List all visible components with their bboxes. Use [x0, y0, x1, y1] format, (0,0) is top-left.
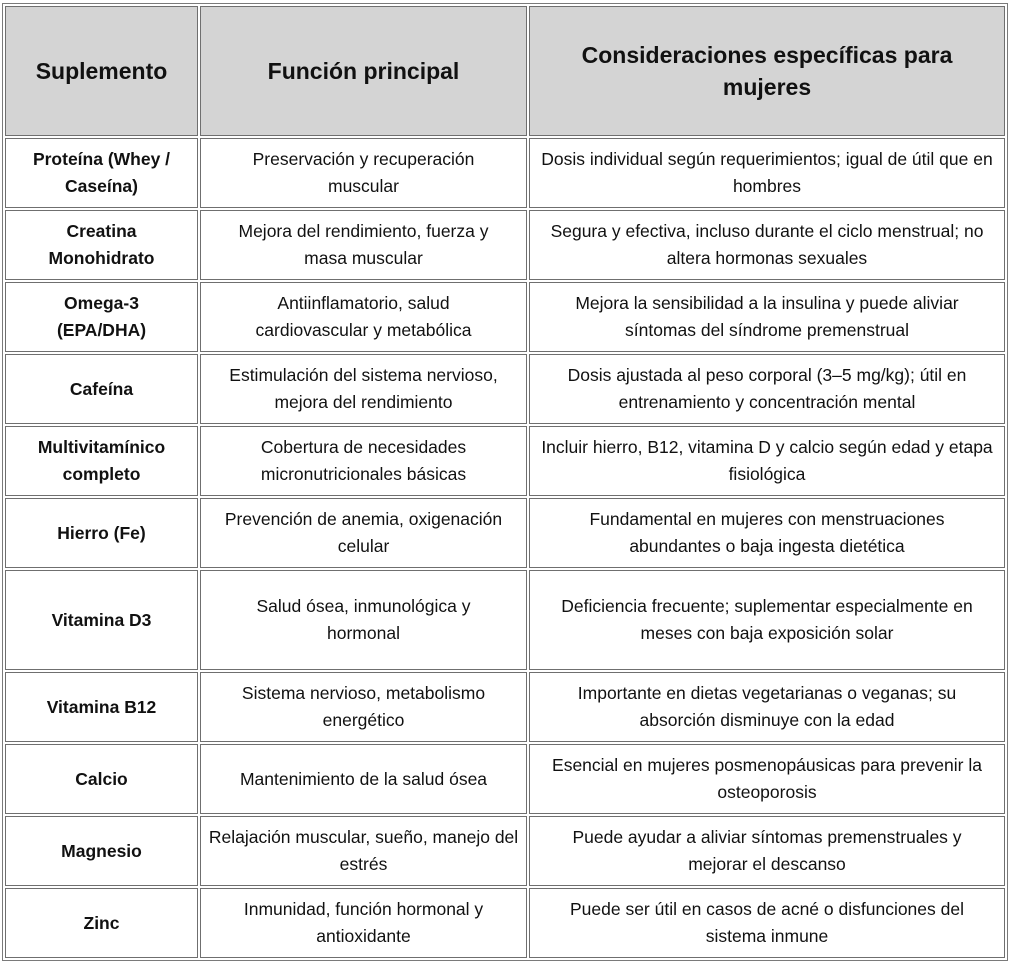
women-cell: Puede ser útil en casos de acné o disfunciones del sistema inmune — [529, 888, 1005, 958]
supplement-cell: Magnesio — [5, 816, 198, 886]
women-cell: Importante en dietas vegetarianas o veganas; su absorción disminuye con la edad — [529, 672, 1005, 742]
header-women — [529, 6, 1005, 136]
women-cell: Esencial en mujeres posmenopáusicas para prevenir la osteoporosis — [529, 744, 1005, 814]
function-cell: Preservación y recuperación muscular — [200, 138, 527, 208]
table-row — [5, 498, 1005, 568]
function-cell: Antiinflamatorio, salud cardiovascular y metabólica — [200, 282, 527, 352]
supplement-cell: Zinc — [5, 888, 198, 958]
supplement-cell: Proteína (Whey / Caseína) — [5, 138, 198, 208]
women-cell: Incluir hierro, B12, vitamina D y calcio según edad y etapa fisiológica — [529, 426, 1005, 496]
header-row — [5, 6, 1005, 136]
table-row — [5, 282, 1005, 352]
header-women-text: Consideraciones específicas para mujeres — [581, 42, 953, 100]
supplement-cell: Vitamina D3 — [5, 570, 198, 670]
supplement-cell: Hierro (Fe) — [5, 498, 198, 568]
table-row — [5, 888, 1005, 958]
function-cell: Mantenimiento de la salud ósea — [200, 744, 527, 814]
function-cell: Salud ósea, inmunológica y hormonal — [200, 570, 527, 670]
supplement-cell: Cafeína — [5, 354, 198, 424]
table-row — [5, 426, 1005, 496]
supplement-cell: Vitamina B12 — [5, 672, 198, 742]
table-row — [5, 138, 1005, 208]
women-cell: Dosis individual según requerimientos; igual de útil que en hombres — [529, 138, 1005, 208]
function-cell: Relajación muscular, sueño, manejo del estrés — [200, 816, 527, 886]
function-cell: Estimulación del sistema nervioso, mejora del rendimiento — [200, 354, 527, 424]
women-cell: Mejora la sensibilidad a la insulina y puede aliviar síntomas del síndrome premenstrual — [529, 282, 1005, 352]
supplement-cell: Calcio — [5, 744, 198, 814]
table-row — [5, 570, 1005, 670]
women-cell: Deficiencia frecuente; suplementar especialmente en meses con baja exposición solar — [529, 570, 1005, 670]
function-cell: Inmunidad, función hormonal y antioxidante — [200, 888, 527, 958]
table-row — [5, 744, 1005, 814]
supplement-cell: Creatina Monohidrato — [5, 210, 198, 280]
table-row — [5, 210, 1005, 280]
supplements-table-container — [2, 3, 1008, 961]
function-cell: Sistema nervioso, metabolismo energético — [200, 672, 527, 742]
function-cell: Cobertura de necesidades micronutricionales básicas — [200, 426, 527, 496]
function-cell: Mejora del rendimiento, fuerza y masa muscular — [200, 210, 527, 280]
function-cell: Prevención de anemia, oxigenación celular — [200, 498, 527, 568]
women-cell: Segura y efectiva, incluso durante el ciclo menstrual; no altera hormonas sexuales — [529, 210, 1005, 280]
header-function: Función principal — [200, 6, 527, 136]
table-row — [5, 354, 1005, 424]
women-cell: Puede ayudar a aliviar síntomas premenstruales y mejorar el descanso — [529, 816, 1005, 886]
women-cell: Dosis ajustada al peso corporal (3–5 mg/kg); útil en entrenamiento y concentración mental — [529, 354, 1005, 424]
supplement-cell: Omega-3 (EPA/DHA) — [5, 282, 198, 352]
women-cell: Fundamental en mujeres con menstruaciones abundantes o baja ingesta dietética — [529, 498, 1005, 568]
supplements-table — [2, 3, 1008, 961]
table-row — [5, 816, 1005, 886]
supplement-cell: Multivitamínico completo — [5, 426, 198, 496]
table-row — [5, 672, 1005, 742]
header-supplement: Suplemento — [5, 6, 198, 136]
